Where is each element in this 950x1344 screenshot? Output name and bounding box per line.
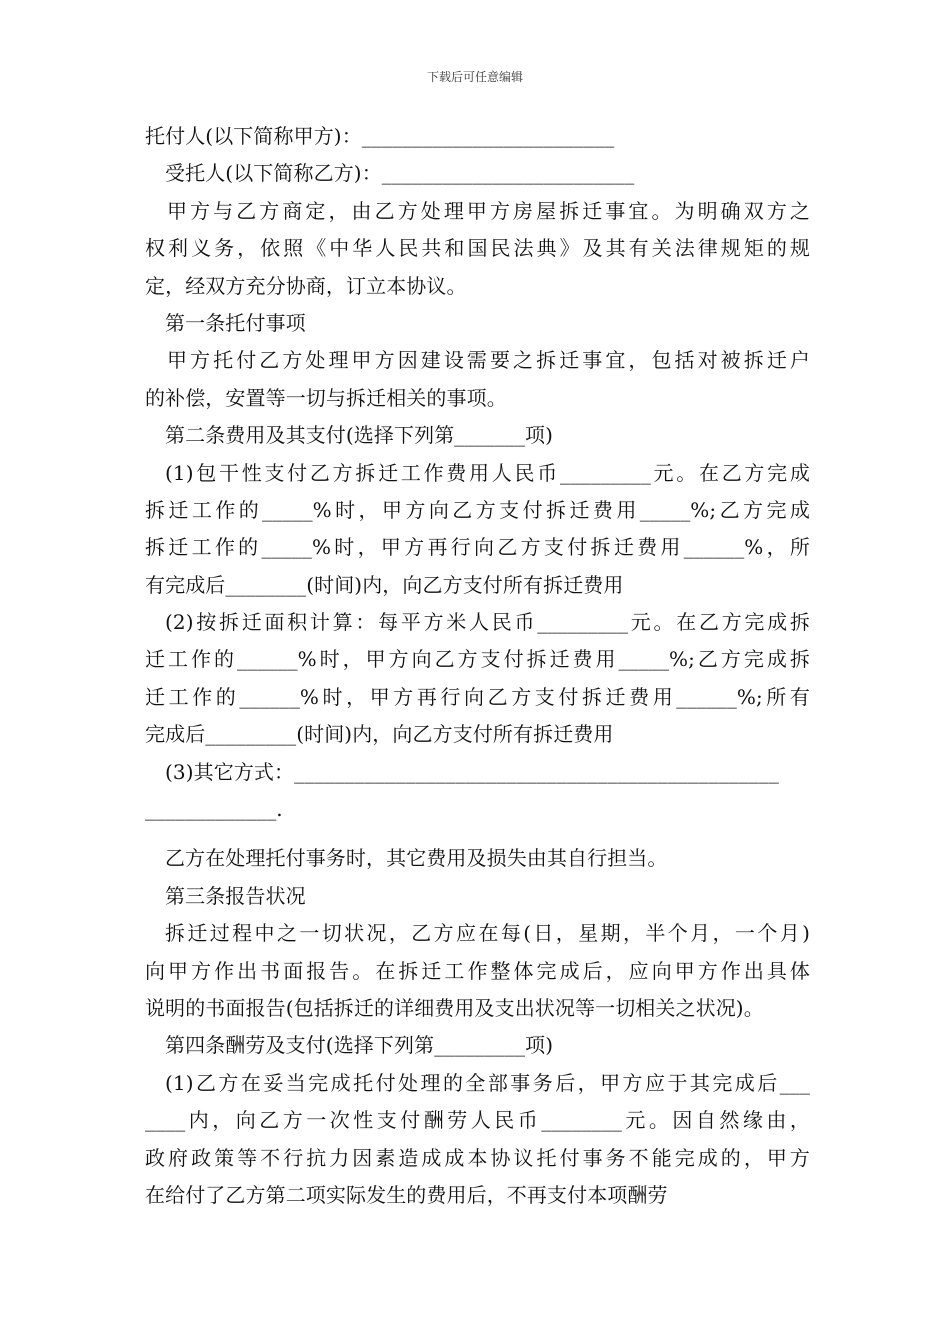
article-2-option-1: 有完成后________(时间)内，向乙方支付所有拆迁费用 (145, 572, 624, 597)
article-2-option-2: 迁工作的______%时，甲方向乙方支付拆迁费用_____%;乙方完成拆 (145, 647, 810, 672)
article-2-option-1: 拆迁工作的_____%时，甲方向乙方支付拆迁费用_____%;乙方完成 (145, 497, 810, 522)
preamble-line: 权利义务，依照《中华人民共和国民法典》及其有关法律规矩的规 (145, 236, 810, 261)
article-4-option-1: (1)乙方在妥当完成托付处理的全部事务后，甲方应于其完成后___ (165, 1070, 810, 1095)
article-4-heading: 第四条酬劳及支付(选择下列第_________项) (165, 1033, 554, 1058)
article-2-option-1: 拆迁工作的_____%时，甲方再行向乙方支付拆迁费用______%，所 (145, 535, 810, 560)
article-2-option-2: (2)按拆迁面积计算：每平方米人民币_________元。在乙方完成拆 (165, 610, 810, 635)
party-a-line: 托付人(以下简称甲方)：_________________________ (145, 124, 615, 148)
article-4-option-1: 政府政策等不行抗力因素造成成本协议托付事务不能完成的，甲方 (145, 1145, 810, 1170)
article-3-text: 拆迁过程中之一切状况，乙方应在每(日，星期，半个月，一个月) (165, 921, 810, 946)
article-4-option-1: 在给付了乙方第二项实际发生的费用后，不再支付本项酬劳 (145, 1182, 668, 1207)
preamble-line: 定，经双方充分协商，订立本协议。 (145, 273, 467, 298)
article-1-heading: 第一条托付事项 (165, 310, 306, 335)
article-2-note: 乙方在处理托付事务时，其它费用及损失由其自行担当。 (165, 846, 668, 871)
article-3-text: 说明的书面报告(包括拆迁的详细费用及支出状况等一切相关之状况)。 (145, 995, 764, 1020)
article-1-text: 的补偿，安置等一切与拆迁相关的事项。 (145, 385, 507, 410)
article-2-option-2: 迁工作的______%时，甲方再行向乙方支付拆迁费用______%;所有 (145, 684, 810, 709)
page-header-note: 下载后可任意编辑 (426, 70, 523, 84)
document-body (145, 118, 810, 1214)
article-2-option-1: (1)包干性支付乙方拆迁工作费用人民币_________元。在乙方完成 (165, 460, 810, 485)
paragraph-gap (145, 828, 810, 840)
party-b-line: 受托人(以下简称乙方)：_________________________ (165, 161, 635, 186)
article-2-option-3: _____________. (145, 797, 283, 822)
article-4-option-1: ____内，向乙方一次性支付酬劳人民币________元。因自然缘由， (145, 1108, 810, 1133)
article-2-option-2: 完成后_________(时间)内，向乙方支付所有拆迁费用 (145, 722, 614, 747)
article-3-text: 向甲方作出书面报告。在拆迁工作整体完成后，应向甲方作出具体 (145, 958, 810, 983)
article-1-text: 甲方托付乙方处理甲方因建设需要之拆迁事宜，包括对被拆迁户 (167, 348, 810, 373)
article-2-option-3: (3)其它方式：________________________________________________ (165, 759, 779, 784)
article-2-heading: 第二条费用及其支付(选择下列第_______项) (165, 423, 554, 448)
article-3-heading: 第三条报告状况 (165, 883, 306, 908)
preamble-line: 甲方与乙方商定，由乙方处理甲方房屋拆迁事宜。为明确双方之 (167, 198, 810, 223)
